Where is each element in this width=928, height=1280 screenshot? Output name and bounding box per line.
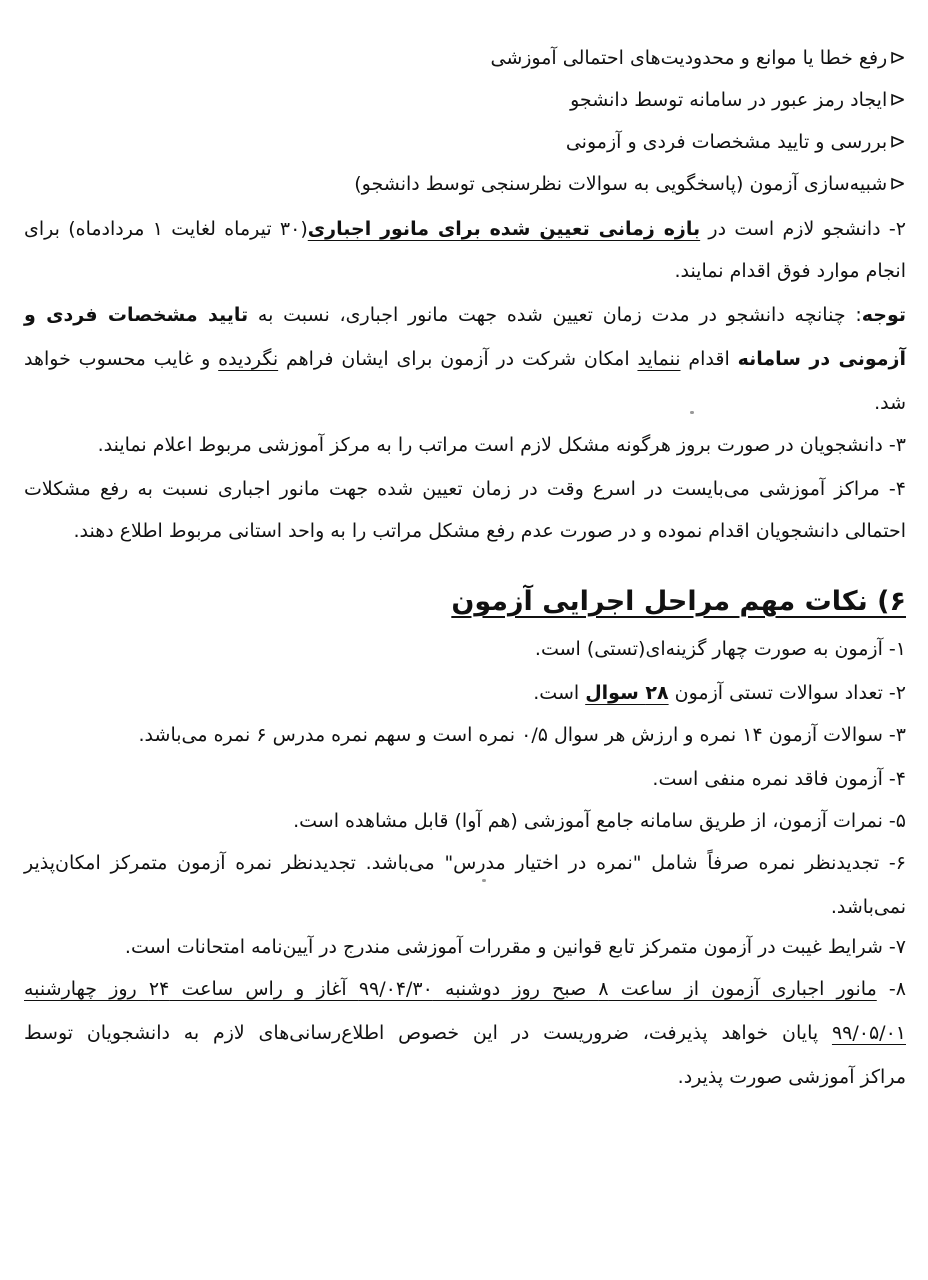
deadline-phrase: بازه زمانی تعیین شده برای مانور اجباری	[307, 218, 701, 240]
end-date: ۹۹/۰۵/۰۱	[831, 1022, 906, 1044]
bullet-item	[24, 166, 906, 201]
question-count: ۲۸ سوال	[585, 682, 669, 704]
point-6-line-1: ۶- تجدیدنظر نمره صرفاً شامل "نمره در اختیار مدرس" می‌باشد. تجدیدنظر نمره آزمون متمرکز امکان‌پذیر	[24, 852, 906, 874]
note-line-1: توجه: چنانچه دانشجو در مدت زمان تعیین شده جهت مانور اجباری، نسبت به تایید مشخصات فردی و	[24, 304, 906, 326]
note-line-3: شد.	[874, 392, 906, 414]
point-2: ۲- تعداد سوالات تستی آزمون ۲۸ سوال است.	[533, 682, 906, 704]
item-2-line-1: ۲- دانشجو لازم است در بازه زمانی تعیین شده برای مانور اجباری(۳۰ تیرماه لغایت ۱ مردادماه) برای	[24, 218, 906, 240]
point-4: ۴- آزمون فاقد نمره منفی است.	[652, 768, 906, 790]
bullet-item	[24, 124, 906, 159]
bullet-item	[24, 82, 906, 117]
point-8-line-3: مراکز آموزشی صورت پذیرد.	[677, 1066, 906, 1088]
note-line-2: آزمونی در سامانه اقدام ننماید امکان شرکت در آزمون برای ایشان فراهم نگردیده و غایب محسوب خواهد	[24, 348, 906, 370]
section-title: ۶) نکات مهم مراحل اجرایی آزمون	[451, 586, 906, 617]
checkmark-icon: ⊲	[889, 45, 906, 69]
item-4-line-1: ۴- مراکز آموزشی می‌بایست در اسرع وقت در زمان تعیین شده جهت مانور اجباری نسبت به رفع مشکلات	[24, 478, 906, 500]
point-6-line-2: نمی‌باشد.	[830, 896, 906, 918]
point-7: ۷- شرایط غیبت در آزمون متمرکز تابع قوانین و مقررات آموزشی مندرج در آیین‌نامه امتحانات است.	[124, 936, 906, 958]
point-1: ۱- آزمون به صورت چهار گزینه‌ای(تستی) است.	[534, 638, 906, 660]
note-label: توجه	[861, 304, 906, 326]
exercise-schedule: مانور اجباری آزمون از ساعت ۸ صبح روز دوشنبه ۹۹/۰۴/۳۰ آغاز و راس ساعت ۲۴ روز چهارشنبه	[24, 978, 877, 1000]
point-8-line-1: ۸- مانور اجباری آزمون از ساعت ۸ صبح روز دوشنبه ۹۹/۰۴/۳۰ آغاز و راس ساعت ۲۴ روز چهارشنبه	[24, 978, 906, 1000]
bullet-text: رفع خطا یا موانع و محدودیت‌های احتمالی آموزشی	[490, 47, 888, 69]
bullet-item	[24, 40, 906, 75]
bullet-text: شبیه‌سازی آزمون (پاسخگویی به سوالات نظرسنجی توسط دانشجو)	[354, 173, 888, 195]
scan-speck	[690, 411, 694, 414]
point-3: ۳- سوالات آزمون ۱۴ نمره و ارزش هر سوال ۰/۵ نمره است و سهم نمره مدرس ۶ نمره می‌باشد.	[138, 724, 906, 746]
point-8-line-2: ۹۹/۰۵/۰۱ پایان خواهد پذیرفت، ضروریست در این خصوص اطلاع‌رسانی‌های لازم به دانشجویان توسط	[24, 1022, 906, 1044]
item-4-line-2: احتمالی دانشجویان اقدام نموده و در صورت عدم رفع مشکل مراتب را به واحد استانی مربوط اطلاع دهند.	[73, 520, 906, 542]
item-2-line-2: انجام موارد فوق اقدام نمایند.	[674, 260, 906, 282]
item-3: ۳- دانشجویان در صورت بروز هرگونه مشکل لازم است مراتب را به مرکز آموزشی مربوط اعلام نمایند.	[97, 434, 906, 456]
point-5: ۵- نمرات آزمون، از طریق سامانه جامع آموزشی (هم آوا) قابل مشاهده است.	[293, 810, 906, 832]
checkmark-icon: ⊲	[889, 171, 906, 195]
checkmark-icon: ⊲	[889, 129, 906, 153]
bullet-text: بررسی و تایید مشخصات فردی و آزمونی	[565, 131, 888, 153]
bullet-text: ایجاد رمز عبور در سامانه توسط دانشجو	[570, 89, 888, 111]
checkmark-icon: ⊲	[889, 87, 906, 111]
scan-speck	[482, 879, 486, 882]
